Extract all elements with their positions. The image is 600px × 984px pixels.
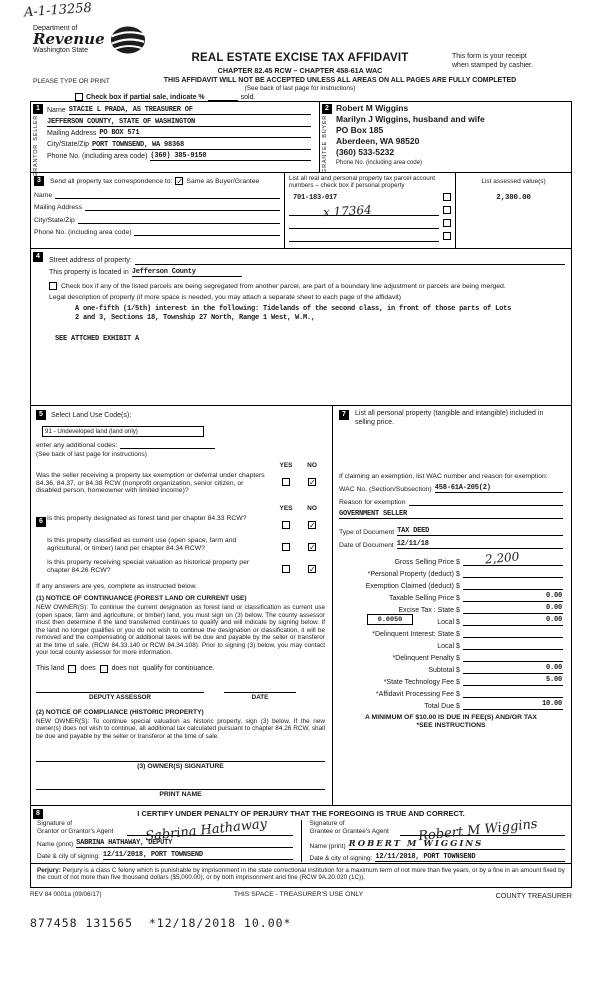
doc-type-field[interactable]: TAX DEED: [397, 527, 563, 536]
partial-sale-checkbox[interactable]: [75, 93, 83, 101]
deputy-assessor-row: [36, 683, 325, 701]
certify-statement: I CERTIFY UNDER PENALTY OF PERJURY THAT THE FOREGOING IS TRUE AND CORRECT.: [137, 809, 465, 818]
additional-codes-field[interactable]: [120, 441, 215, 449]
grantor-date-city-field[interactable]: 12/11/2018, PORT TOWNSEND: [103, 851, 293, 860]
grantor-signature-label: Signature of Grantor or Grantor's Agent: [37, 820, 114, 835]
money-row-delinquent-interest-state: *Delinquent Interest: State $: [339, 626, 563, 638]
section-7-number: 7: [339, 410, 349, 420]
money-row-tech-fee: *State Technology Fee $ 5.00: [383, 676, 562, 687]
grantee-name-print-field[interactable]: ROBERT M WIGGINS: [349, 839, 565, 850]
please-type-label: PLEASE TYPE OR PRINT: [33, 78, 110, 85]
acceptance-warning: THIS AFFIDAVIT WILL NOT BE ACCEPTED UNLESS ALL AREAS ON ALL PAGES ARE FULLY COMPLETED: [163, 77, 517, 84]
buyer-phone-label: Phone No. (including area code): [336, 160, 423, 166]
buyer-address-line: PO Box 185: [336, 125, 384, 135]
partial-sale-percent-field[interactable]: [208, 93, 238, 101]
assessed-value-header: List assessed value(s): [481, 178, 546, 185]
land-use-code-box[interactable]: 91 - Undeveloped land (land only): [42, 426, 204, 437]
corr-mailing-field[interactable]: [85, 202, 280, 211]
owners-signature-line[interactable]: [36, 750, 325, 762]
money-row-local: 0.0050 Local $ 0.00: [339, 614, 563, 626]
exhibit-note: SEE ATTCHED EXHIBIT A: [55, 335, 140, 344]
grantor-date-city-label: Date & city of signing:: [37, 853, 100, 860]
local-rate-box: 0.0050: [367, 614, 413, 625]
print-name-label: PRINT NAME: [159, 791, 202, 799]
exemption-no-checkbox[interactable]: ✓: [309, 477, 316, 487]
total-due-field[interactable]: 10.00: [463, 700, 563, 710]
land-use-and-tax-row: [31, 406, 571, 806]
parcel-number-field-3[interactable]: [289, 216, 439, 229]
street-address-label: Street address of property:: [49, 256, 132, 264]
money-row-gross: 2,200 Gross Selling Price $: [339, 554, 563, 566]
personal-property-label: List all personal property (tangible and intangible) included in selling price.: [355, 410, 544, 426]
excise-state-field[interactable]: 0.00: [463, 604, 563, 614]
seller-grantor-side-label: SELLER GRANTOR: [33, 115, 39, 177]
historic-yes-checkbox[interactable]: [282, 565, 290, 573]
parcel-numbers-header: List all real and personal property tax parcel account numbers – check box if personal property: [289, 175, 435, 189]
parcel-number-field-2[interactable]: [289, 202, 439, 220]
grantor-signature-script: Sabrina Hathaway: [144, 816, 268, 845]
subtotal-field[interactable]: 0.00: [463, 664, 563, 674]
certification-section: [31, 806, 571, 864]
reason-field[interactable]: [409, 497, 564, 506]
section-2-number: 2: [322, 104, 332, 114]
perjury-lead: Perjury:: [37, 867, 61, 874]
perjury-text: Perjury is a class C felony which is punishable by imprisonment in the state correctional institution for a maximum term of not more than five years, or by a fine in an amount fixed by the court of not more than five thousand dollars ($5,000.00), or by both imprisonment and fine (RCW 9A.20.020 (1C)).: [37, 867, 565, 882]
buyer-grantee-side-label: BUYER GRANTEE: [322, 115, 328, 173]
money-row-subtotal: Subtotal $ 0.00: [428, 664, 562, 675]
perjury-notice: [31, 864, 571, 887]
grantor-name-print-field[interactable]: SABRINA HATHAWAY, DEPUTY: [76, 839, 292, 848]
corr-name-field[interactable]: [55, 190, 280, 199]
seller-name-field[interactable]: STACIE L PRADA, AS TREASURER OF: [69, 106, 311, 115]
parcel-row-4: [285, 229, 455, 242]
personal-property-checkbox[interactable]: [443, 206, 451, 214]
tech-fee-field[interactable]: 5.00: [463, 676, 563, 686]
print-name-line[interactable]: [36, 778, 325, 790]
minimum-fee-note: A MINIMUM OF $10.00 IS DUE IN FEE(S) AND/OR TAX: [365, 714, 537, 722]
grantee-name-print-label: Name (print): [309, 843, 346, 850]
same-as-buyer-checkbox[interactable]: ✓: [176, 177, 184, 186]
assessed-value-panel: [456, 173, 571, 248]
seller-buyer-row: [31, 102, 571, 177]
wac-label: WAC No. (Section/Subsection): [339, 486, 432, 494]
doc-date-label: Date of Document: [339, 542, 394, 550]
seller-csz-field[interactable]: PORT TOWNSEND, WA 98368: [92, 141, 311, 150]
partial-sale-sold-label: sold.: [240, 94, 256, 101]
section-8-number: 8: [33, 809, 43, 819]
deputy-assessor-signature-line[interactable]: [36, 683, 204, 693]
dor-logo-text: [33, 25, 105, 54]
personal-property-checkbox[interactable]: [443, 219, 451, 227]
parcel-number-field[interactable]: 701-183-017: [293, 194, 338, 202]
exemption-yes-checkbox[interactable]: [282, 478, 290, 486]
exemption-claimed-field[interactable]: [463, 580, 563, 590]
parcel-row-1: [285, 190, 455, 203]
tax-computation-column: [333, 406, 571, 805]
section-5-number: 5: [36, 410, 46, 420]
see-back-note-2: (See back of last page for instructions): [36, 451, 147, 458]
corr-phone-label: Phone No. (including area code): [34, 229, 132, 236]
money-rows: [339, 549, 563, 711]
buyer-phone-line: (360) 533-5232: [336, 147, 395, 157]
section-6-number: 6: [36, 517, 46, 527]
taxable-price-field[interactable]: 0.00: [463, 592, 563, 602]
current-use-question-row: Is this property classified as current use (open space, farm and agricultural, or timber) land per chapter 84.34 RCW? ✓: [47, 537, 316, 552]
grantee-date-city-field[interactable]: 12/11/2018, PORT TOWNSEND: [375, 853, 565, 862]
parcel-numbers-panel: [284, 173, 456, 248]
historic-question-row: Is this property receiving special valuation as historical property per chapter 84.26 RCW? ✓: [47, 559, 316, 574]
dor-flag-icon: [110, 25, 146, 55]
rev-form-code: REV 84 0001a (09/06/17): [30, 891, 102, 898]
reason-value-field[interactable]: GOVERNMENT SELLER: [339, 510, 563, 519]
corr-mailing-label: Mailing Address: [34, 204, 82, 211]
exemption-intro: If claiming an exemption, list WAC number and reason for exemption:: [339, 473, 548, 481]
land-use-title: Select Land Use Code(s):: [51, 411, 132, 419]
corr-csz-field[interactable]: [78, 215, 280, 224]
dor-logo: [33, 25, 146, 55]
notice-continuance-title: (1) NOTICE OF CONTINUANCE (FOREST LAND OR CURRENT USE): [36, 595, 247, 603]
section-seller: [31, 102, 319, 177]
located-county-field[interactable]: Jefferson County: [132, 268, 242, 277]
forest-no-checkbox[interactable]: ✓: [309, 520, 316, 530]
doc-type-label: Type of Document: [339, 529, 395, 537]
money-row-taxable: Taxable Selling Price $ 0.00: [389, 592, 562, 603]
same-as-buyer-label: Same as Buyer/Grantee: [186, 177, 260, 185]
forest-land-question-row: Is this property designated as forest land per chapter 84.33 RCW? ✓: [47, 515, 316, 530]
seller-phone-label: Phone No. (including area code): [47, 152, 148, 160]
corr-name-label: Name: [34, 191, 53, 199]
footer-row: [30, 891, 572, 900]
grantor-name-print-label: Name (print): [37, 841, 74, 848]
continuance-qualify-row: This land does does not qualify for continuance.: [36, 665, 215, 673]
section-4-number: 4: [33, 252, 43, 262]
grantee-signature-label: Signature of Grantee or Grantee's Agent: [309, 820, 389, 835]
processing-fee-field[interactable]: [463, 688, 563, 698]
grantee-signature-field[interactable]: [400, 816, 566, 845]
seller-fields: [47, 106, 311, 161]
current-use-no-checkbox[interactable]: ✓: [309, 542, 316, 552]
section-6-questions: [36, 515, 325, 578]
deputy-assessor-label: DEPUTY ASSESSOR: [89, 693, 151, 701]
seller-csz-label: City/State/Zip: [47, 141, 90, 148]
county-treasurer-label: COUNTY TREASURER: [495, 891, 572, 900]
buyer-name-line-2: Marilyn J Wiggins, husband and wife: [336, 114, 485, 124]
money-row-processing-fee: *Affidavit Processing Fee $: [339, 686, 563, 698]
doc-date-field[interactable]: 12/11/18: [397, 540, 563, 549]
form-chapter-line: CHAPTER 82.45 RCW – CHAPTER 458-61A WAC: [217, 66, 383, 75]
property-description-section: [31, 249, 571, 406]
money-row-exemption: Exemption Claimed (deduct) $: [339, 578, 563, 590]
wac-field[interactable]: 458-61A-205(2): [435, 484, 563, 493]
grantor-signature-field[interactable]: [127, 816, 293, 845]
segregated-checkbox[interactable]: [49, 282, 57, 290]
handwritten-parcel-mark: x 17364: [322, 202, 373, 220]
cashier-receipt-stamp: 877458 131565 *12/18/2018 10.00*: [30, 916, 292, 930]
corr-csz-label: City/State/Zip: [34, 216, 75, 224]
owners-signature-label: (3) OWNER(S) SIGNATURE: [137, 763, 224, 771]
assessed-value: 2,380.00: [496, 194, 531, 202]
land-use-column: [31, 406, 333, 805]
see-instructions-note: *SEE INSTRUCTIONS: [416, 722, 486, 730]
personal-property-checkbox[interactable]: [443, 193, 451, 201]
historic-no-checkbox[interactable]: ✓: [309, 564, 316, 574]
money-row-personal-property: *Personal Property (deduct) $: [339, 566, 563, 578]
section-buyer: [319, 102, 571, 172]
send-correspondence-label: Send all property tax correspondence to:: [50, 177, 173, 185]
does-not-checkbox[interactable]: [100, 665, 108, 673]
yes-no-header-1: YES NO: [279, 462, 317, 469]
money-row-delinquent-penalty: *Delinquent Penalty $: [339, 650, 563, 662]
parcel-number-field-4[interactable]: [289, 229, 439, 242]
logo-revenue-wordmark: Revenue: [33, 30, 105, 48]
additional-codes-label: enter any additional codes:: [36, 442, 118, 449]
personal-property-checkbox[interactable]: [443, 232, 451, 240]
segregated-label: Check box if any of the listed parcels are being segregated from another parcel, are part of a boundary line adjustment or parcels are being merged.: [61, 282, 506, 290]
seller-phone-field[interactable]: (360) 385-9150: [150, 152, 311, 161]
money-row-delinquent-interest-local: Local $: [339, 638, 563, 650]
legal-description-label: Legal description of property (if more space is needed, you may attach a separate sheet to each page of the affidavit): [49, 294, 402, 301]
logo-state-line: Washington State: [33, 47, 88, 54]
treasurer-space-label: THIS SPACE - TREASURER'S USE ONLY: [233, 891, 364, 898]
forest-yes-checkbox[interactable]: [282, 521, 290, 529]
deputy-date-label: DATE: [251, 693, 269, 701]
buyer-fields: [336, 103, 565, 166]
partial-sale-label: Check box if partial sale, indicate %: [86, 94, 205, 101]
handwritten-gross-price: 2,200: [484, 549, 520, 567]
grantee-date-city-label: Date & city of signing:: [309, 855, 373, 862]
current-use-yes-checkbox[interactable]: [282, 543, 290, 551]
notice-continuance-body: NEW OWNER(S): To continue the current designation as forest land or classification as current use (open space, farm and agriculture, or timber) land, you must sign on (3) below. The county assessor must then determine if the land transferred continues to qualify and will indicate by signing below. If the land no longer qualifies or you do not wish to continue the designation or classification, it will be removed and the compensating or additional taxes will be due and payable by the seller or transferor at the time of sale. (RCW 84.33.140 or RCW 84.34.108). Prior to signing (3) below, you may contact your local county assessor for more information.: [36, 604, 325, 657]
parcel-row-2: [285, 202, 455, 220]
deputy-date-line[interactable]: [224, 683, 296, 693]
section-1-number: 1: [33, 104, 43, 114]
grantor-signature-block: [37, 816, 301, 862]
yes-no-header-2: YES NO: [279, 505, 317, 513]
excise-local-field[interactable]: 0.00: [463, 616, 563, 626]
handwritten-reference: A-1-13258: [23, 0, 93, 21]
personal-property-field[interactable]: [463, 568, 563, 578]
delinquent-interest-state-field[interactable]: [463, 628, 563, 638]
grantee-signature-script: Robert M Wiggins: [417, 816, 538, 845]
seller-mailing-field[interactable]: PO BOX 571: [99, 129, 311, 138]
notice-compliance-title: (2) NOTICE OF COMPLIANCE (HISTORIC PROPERTY): [36, 708, 204, 716]
seller-mailing-label: Mailing Address: [47, 129, 97, 137]
seller-name-label: Name: [47, 106, 66, 114]
tax-correspondence-row: [31, 173, 571, 249]
notice-compliance-body: NEW OWNER(S): To continue special valuation as historic property, sign (3) below. If the new owner(s) does not wish to continue, all additional tax calculated pursuant to chapter 84.26 RCW, shall be due and payable by the seller or transferor at the time of sale.: [36, 717, 325, 740]
form-title: REAL ESTATE EXCISE TAX AFFIDAVIT: [191, 52, 409, 64]
receipt-note: This form is your receipt when stamped by cashier.: [452, 53, 533, 69]
property-description-fields: [49, 256, 565, 343]
see-back-note: (See back of last page for instructions): [244, 85, 356, 92]
logo-dept-line: Department of: [33, 25, 78, 32]
partial-sale-row: [75, 93, 255, 101]
corr-phone-field[interactable]: [134, 227, 280, 236]
delinquent-interest-local-field[interactable]: [463, 640, 563, 650]
seller-name-field-2[interactable]: JEFFERSON COUNTY, STATE OF WASHINGTON: [47, 118, 311, 127]
money-row-excise-state: Excise Tax : State $ 0.00: [398, 604, 562, 615]
does-checkbox[interactable]: [68, 665, 76, 673]
if-yes-note: If any answers are yes, complete as instructed below.: [36, 583, 197, 591]
legal-description-text: A one-fifth (1/5th) interest in the following: Tidelands of the second class, in front of those parts of Lots 2 and 3, Sections 18, Township 27 North, Range 1 West, W.M.,: [75, 305, 512, 322]
section-3-number: 3: [34, 176, 44, 186]
located-in-label: This property is located in: [49, 268, 129, 276]
form-body: [30, 101, 572, 888]
delinquent-penalty-field[interactable]: [463, 652, 563, 662]
exemption-question-text: Was the seller receiving a property tax exemption or deferral under chapters 84.36, 84.37, or 84.38 RCW (nonprofit organization, senior citizen, or disabled person, homeowner with limited income)?: [36, 472, 265, 495]
money-row-total-due: Total Due $ 10.00: [424, 700, 562, 711]
reason-label: Reason for exemption: [339, 499, 406, 507]
buyer-name-line: Robert M Wiggins: [336, 103, 409, 113]
parcel-row-3: [285, 216, 455, 229]
exemption-question-row: [36, 472, 325, 495]
grantee-signature-block: [301, 816, 566, 862]
buyer-csz-line: Aberdeen, WA 98520: [336, 136, 420, 146]
street-address-field[interactable]: [135, 256, 565, 265]
correspondence-fields: [31, 173, 284, 248]
